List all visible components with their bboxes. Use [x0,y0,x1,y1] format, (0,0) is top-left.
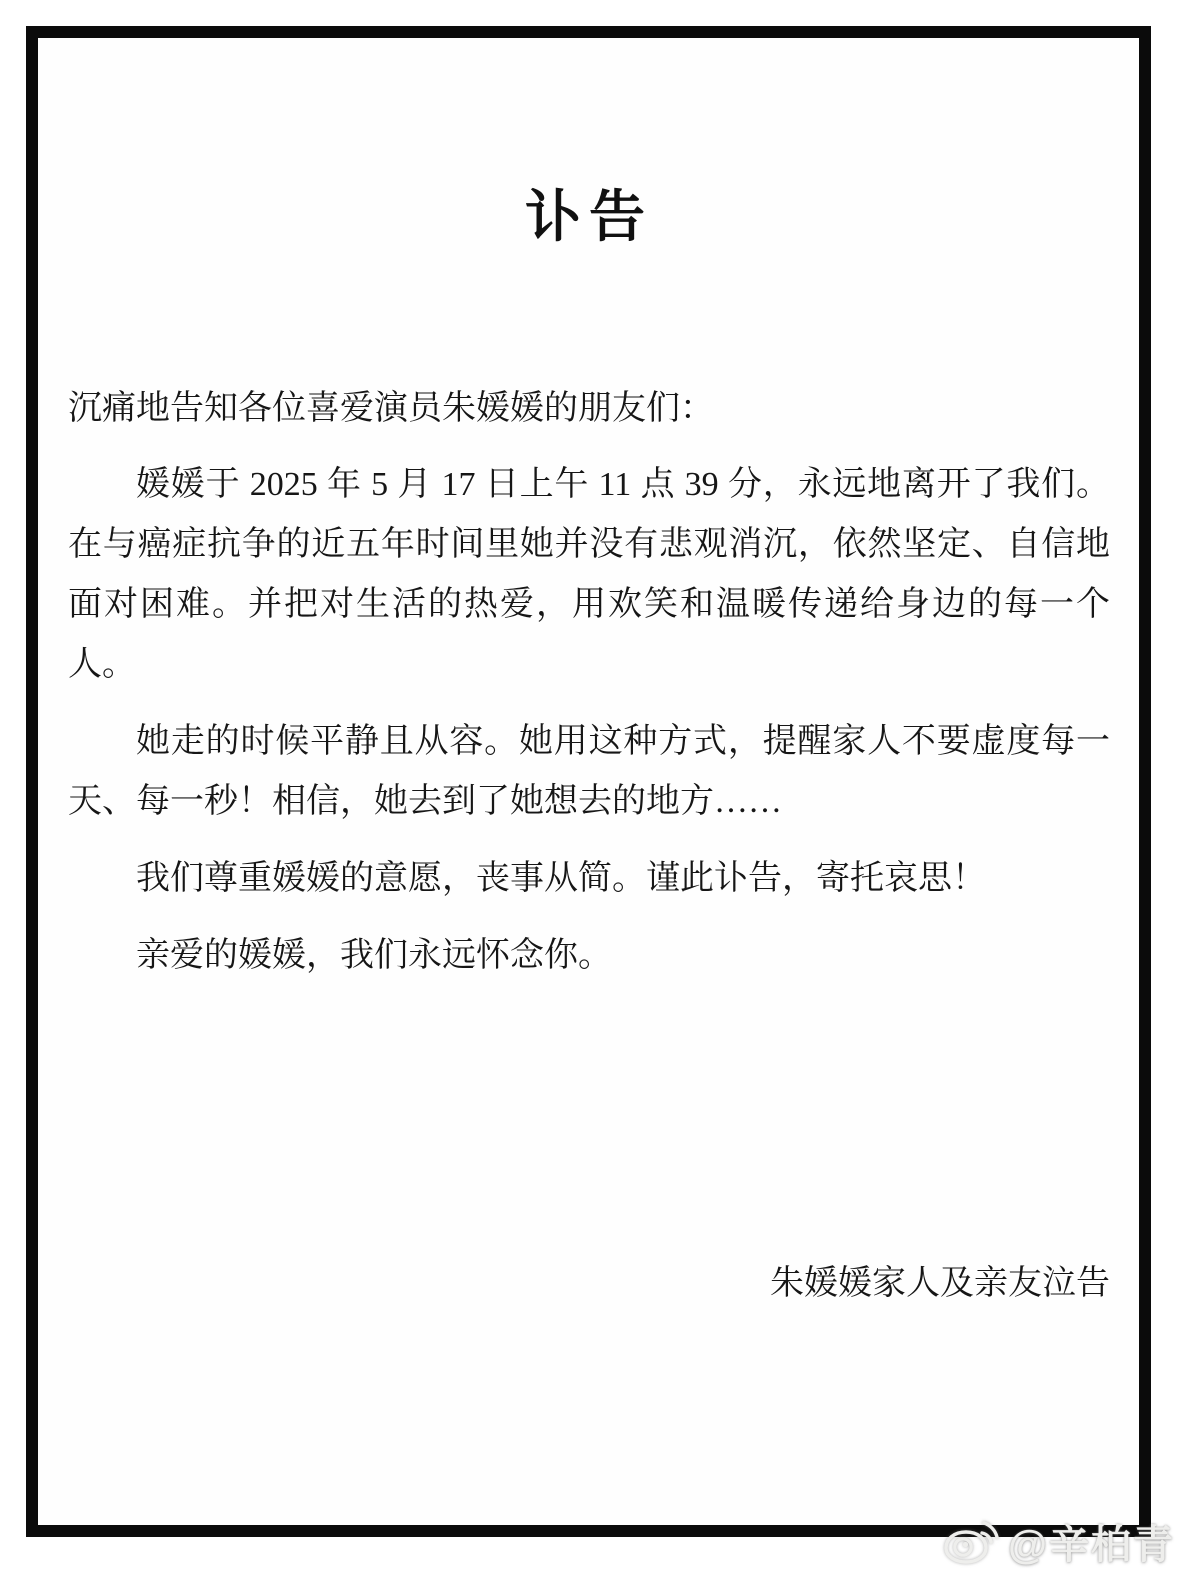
page-frame-border [26,26,1151,1537]
watermark-handle: @辛柏青 [1007,1523,1175,1567]
document-content [68,38,1110,1314]
body-paragraph-1: 媛媛于 2025 年 5 月 17 日上午 11 点 39 分，永远地离开了我们。在与癌症抗争的近五年时间里她并没有悲观消沉，依然坚定、自信地面对困难。并把对生活的热爱，用欢笑和温暖传递给身边的每一个人。 [68,466,1110,683]
body-paragraph-3: 我们尊重媛媛的意愿，丧事从简。谨此讣告，寄托哀思！ [136,860,986,897]
body-paragraph-4: 亲爱的媛媛，我们永远怀念你。 [136,937,612,974]
signature-line: 朱媛媛家人及亲友泣告 [770,1265,1110,1302]
salutation-line: 沉痛地告知各位喜爱演员朱媛媛的朋友们： [68,390,714,427]
page-title: 讣告 [525,185,653,248]
body-paragraph-2: 她走的时候平静且从容。她用这种方式，提醒家人不要虚度每一天、每一秒！相信，她去到了她想去的地方…… [68,723,1110,820]
